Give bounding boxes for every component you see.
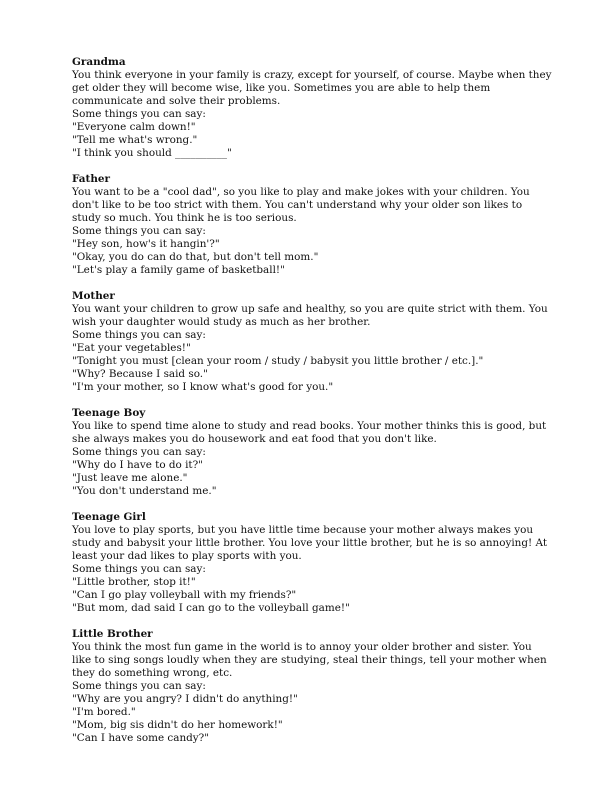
phrase-line: "Mom, big sis didn't do her homework!" [72,719,283,731]
phrase-line: "Why are you angry? I didn't do anything!" [72,693,298,705]
phrase-line: "Everyone calm down!" [72,121,196,133]
role-title: Little Brother [72,628,153,640]
phrases-heading: Some things you can say: [72,329,206,341]
role-title: Mother [72,290,115,302]
phrase-line: "Hey son, how's it hangin'?" [72,238,220,250]
phrase-line: "Can I go play volleyball with my friends?" [72,589,297,601]
role-description: You want to be a "cool dad", so you like to play and make jokes with your children. You don't like to be too strict with them. You can't understand why your older son likes to study so much. You think he is too serious. [72,186,530,224]
role-description: You love to play sports, but you have little time because your mother always makes you study and babysit your little brother. You love your little brother, but he is so annoying! At least your dad likes to play sports with you. [72,524,547,562]
phrases-heading: Some things you can say: [72,225,206,237]
phrase-line: "You don't understand me." [72,485,217,497]
role-description: You want your children to grow up safe and healthy, so you are quite strict with them. You wish your daughter would study as much as her brother. [72,303,548,328]
phrases-heading: Some things you can say: [72,680,206,692]
role-title: Grandma [72,56,126,68]
role-description: You like to spend time alone to study and read books. Your mother thinks this is good, but she always makes you do housework and eat food that you don't like. [72,420,547,445]
phrases-heading: Some things you can say: [72,563,206,575]
phrase-line: "But mom, dad said I can go to the volleyball game!" [72,602,350,614]
phrase-line: "Eat your vegetables!" [72,342,191,354]
role-title: Teenage Boy [72,407,146,419]
role-section-grandma [72,56,552,160]
phrase-line: "Let's play a family game of basketball!" [72,264,285,276]
phrase-line: "I'm your mother, so I know what's good for you." [72,381,334,393]
phrase-line: "Can I have some candy?" [72,732,210,744]
role-section-father [72,173,552,277]
role-section-teenage-boy [72,407,552,498]
phrase-line: "Tell me what's wrong." [72,134,198,146]
role-description: You think everyone in your family is crazy, except for yourself, of course. Maybe when they get older they will become wise, like you. Sometimes you are able to help them communicate and solve their problems. [72,69,552,107]
phrase-line: "Just leave me alone." [72,472,188,484]
role-section-mother [72,290,552,394]
role-title: Teenage Girl [72,511,146,523]
phrase-line: "I'm bored." [72,706,136,718]
phrase-line: "Okay, you do can do that, but don't tell mom." [72,251,319,263]
phrase-line: "I think you should __________" [72,147,232,159]
phrases-heading: Some things you can say: [72,446,206,458]
phrases-heading: Some things you can say: [72,108,206,120]
phrase-line: "Tonight you must [clean your room / study / babysit you little brother / etc.]." [72,355,484,367]
role-title: Father [72,173,110,185]
role-section-teenage-girl [72,511,552,615]
phrase-line: "Why? Because I said so." [72,368,208,380]
role-section-little-brother [72,628,552,745]
phrase-line: "Why do I have to do it?" [72,459,203,471]
role-description: You think the most fun game in the world is to annoy your older brother and sister. You like to sing songs loudly when they are studying, steal their things, tell your mother when they do something wrong, etc. [72,641,547,679]
phrase-line: "Little brother, stop it!" [72,576,196,588]
document-page [72,56,552,758]
